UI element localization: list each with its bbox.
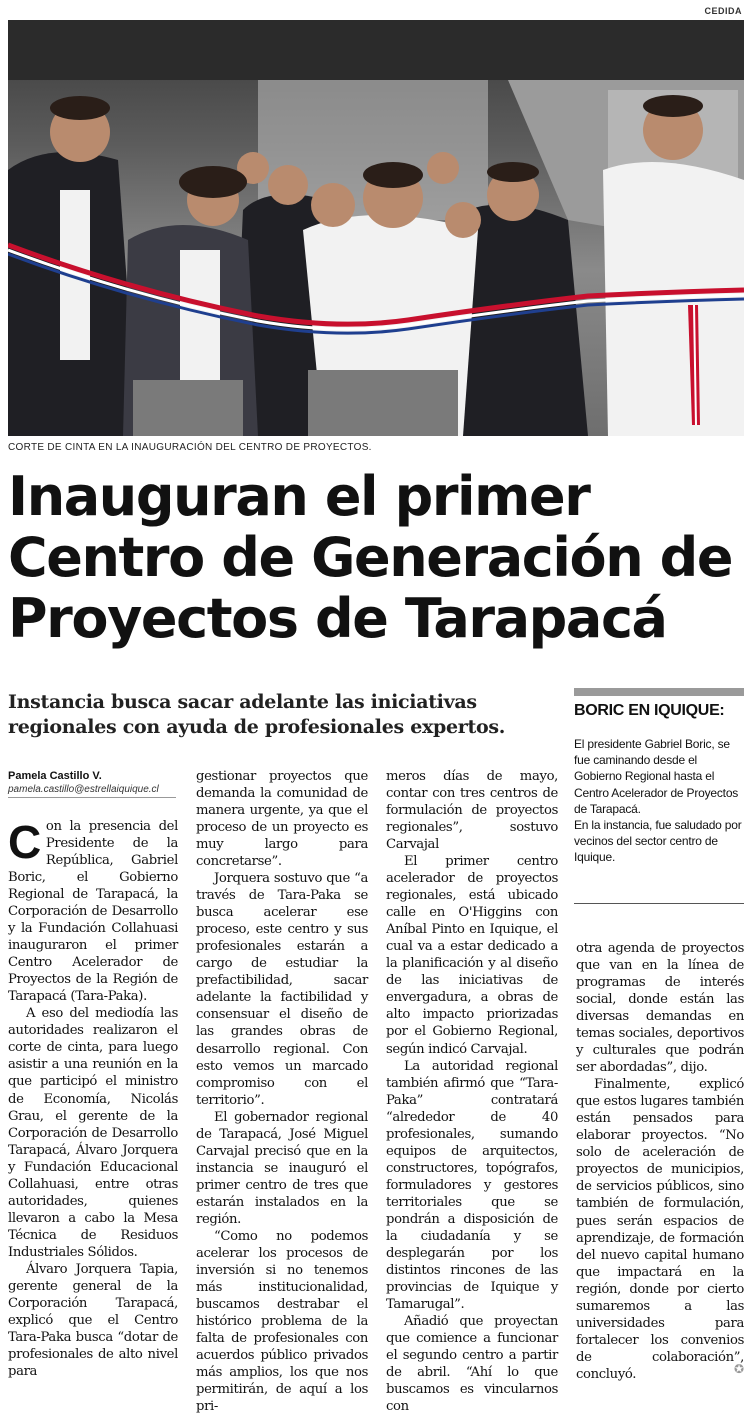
paragraph-13: Finalmente, explicó que estos lugares también están pensados para elaborar proyectos. “No solo de aceleración de proyectos de municipios, de servicios públicos, sino también de formulación, pues serán espacios de aprendizaje, de formación del nuevo capital humano que impactará en la región, donde por cierto sumaremos a las universidades para fortalecer los convenios de colaboración”, concluyó. (576, 1077, 744, 1382)
paragraph-6: El gobernador regional de Tarapacá, José Miguel Carvajal precisó que en la instancia se inauguró el primer centro de tres que estarán instalados en la región. (196, 1109, 368, 1227)
paragraph-11: Añadió que proyectan que comience a funcionar el segundo centro a partir de abril. “Ahí lo que buscamos es vincularnos con (386, 1314, 558, 1415)
headline-line-2: Centro de Generación de (8, 526, 733, 590)
photo-caption: CORTE DE CINTA EN LA INAUGURACIÓN DEL CENTRO DE PROYECTOS. (8, 442, 372, 453)
author-name: Pamela Castillo V. (8, 770, 102, 782)
photo-illustration (8, 20, 744, 436)
paragraph-9: El primer centro acelerador de proyectos regionales, está ubicado calle en O'Higgins con Aníbal Pinto en Iquique, el cual va a estar dedicado a la planificación y al diseño de las iniciativas de envergadura, a obras de alto impacto priorizadas por el Gobierno Regional, según indicó Carvajal. (386, 854, 558, 1057)
circle-end-icon: ✪ (733, 1362, 744, 1376)
author-email: pamela.castillo@estrellaiquique.cl (8, 784, 176, 798)
paragraph-10: La autoridad regional también afirmó que “Tara-Paka” contratará “alrededor de 40 profesionales, sumando equipos de arquitectos, constructores, topógrafos, formuladores y gestores territoriales que se pondrán a disposición de la ciudadanía y se desplegarán por los distintos rincones de las provincias de Iquique y Tamarugal”. (386, 1058, 558, 1312)
headline-line-1: Inauguran el primer (8, 465, 590, 528)
paragraph-5: Jorquera sostuvo que “a través de Tara-Paka se busca acelerar ese proceso, este centro y sus profesionales estarán a cargo de estudiar la prefactibilidad, sacar adelante la factibilidad y consensuar el diseño de las grandes obras de desarrollo regional. Con esto vemos un marcado compromiso con el territorio”. (196, 871, 368, 1108)
paragraph-3: Álvaro Jorquera Tapia, gerente general de la Corporación Tarapacá, explicó que el Centro Tara-Paka busca “dotar de profesionales de alto nivel para (8, 1261, 178, 1379)
paragraph-2: A eso del mediodía las autoridades realizaron el corte de cinta, para luego asistir a una reunión en la que participó el ministro de Economía, Nicolás Grau, el gerente de la Corporación de Desarrollo Tarapacá, Álvaro Jorquera y Fundación Educacional Collahuasi, entre otras autoridades, quienes llevaron a cabo la Mesa Técnica de Residuos Industriales Sólidos. (8, 1006, 178, 1260)
drop-cap: C (8, 816, 41, 868)
paragraph-1 (8, 818, 178, 1005)
article-column-2 (196, 768, 368, 1415)
photo-credit: CEDIDA (704, 6, 742, 16)
paragraph-4: gestionar proyectos que demanda la comunidad de manera urgente, ya que el proceso de un proyecto es muy largo para concretarse”. (196, 769, 368, 870)
sidebar-top-rule (574, 688, 744, 696)
sidebar-bottom-rule (574, 903, 744, 904)
subheadline: Instancia busca sacar adelante las iniciativas regionales con ayuda de profesionales expertos. (8, 691, 506, 738)
paragraph-1-text: on la presencia del Presidente de la República, Gabriel Boric, el Gobierno Regional de Tarapacá, la Corporación de Desarrollo y la Fundación Collahuasi inauguraron el primer Centro Acelerador de Proyectos de la Región de Tarapacá (Tara-Paka). (8, 819, 178, 1005)
sidebar-paragraph-1: El presidente Gabriel Boric, se fue caminando desde el Gobierno Regional hasta el Centro Acelerador de Proyectos de Tarapacá. (574, 737, 739, 816)
paragraph-7: “Como no podemos acelerar los procesos de inversión si no tenemos más institucionalidad, buscamos destrabar el histórico problema de la falta de profesionales con acuerdos público privados más amplios, los que nos permitirán, de aquí a los pri- (196, 1228, 368, 1415)
article-column-4 (576, 940, 744, 1383)
sidebar-paragraph-2: En la instancia, fue saludado por vecinos del sector centro de Iquique. (574, 817, 742, 865)
sidebar-box (574, 736, 744, 866)
paragraph-8: meros días de mayo, contar con tres centros de formulación de proyectos regionales”, sostuvo Carvajal (386, 769, 558, 853)
article-column-1 (8, 818, 178, 1380)
sidebar-title: BORIC EN IQUIQUE: (574, 702, 725, 719)
paragraph-12: otra agenda de proyectos que van en la línea de programas de interés social, donde están las diversas demandas en temas sociales, deportivos y culturales que podrán ser abordadas”, dijo. (576, 941, 744, 1076)
article-column-3 (386, 768, 558, 1415)
ribbon-cutting-photo (8, 20, 744, 436)
headline (8, 466, 748, 649)
headline-line-3: Proyectos de Tarapacá (8, 587, 667, 651)
